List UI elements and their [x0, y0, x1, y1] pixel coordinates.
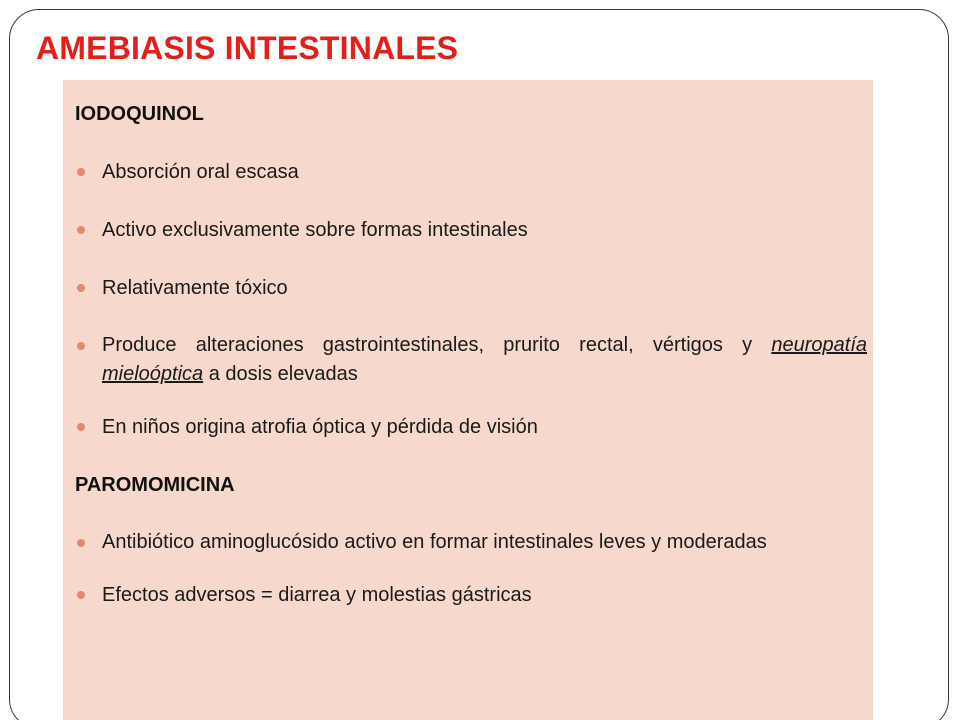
bullet-text: En niños origina atrofia óptica y pérdida de visión — [102, 416, 538, 438]
bullet-text: Relativamente tóxico — [102, 277, 288, 299]
bullet-icon — [77, 591, 85, 599]
bullet-text: Antibiótico aminoglucósido activo en formar intestinales leves y moderadas — [102, 531, 767, 553]
bullet-icon — [77, 168, 85, 176]
bullet-icon — [77, 226, 85, 234]
bullet-item — [75, 215, 867, 245]
bullet-item — [75, 580, 867, 610]
section-heading-iodoquinol: IODOQUINOL — [75, 103, 204, 125]
bullet-icon — [77, 423, 85, 431]
bullet-list-paromomicina — [75, 528, 867, 610]
content-box — [63, 80, 873, 720]
bullet-list-iodoquinol — [75, 157, 867, 442]
bullet-emphasis: neuropatía mieloóptica — [102, 334, 867, 385]
bullet-icon — [77, 284, 85, 292]
section-heading-paromomicina: PAROMOMICINA — [75, 474, 235, 496]
bullet-item — [75, 528, 867, 557]
bullet-text: Efectos adversos = diarrea y molestias gástricas — [102, 584, 532, 606]
bullet-icon — [77, 342, 85, 350]
bullet-text: Produce alteraciones gastrointestinales, prurito rectal, vértigos y — [102, 334, 772, 356]
bullet-item — [75, 273, 867, 303]
bullet-item — [75, 331, 867, 389]
bullet-text: Activo exclusivamente sobre formas intestinales — [102, 219, 528, 241]
slide-title: AMEBIASIS INTESTINALES — [36, 30, 459, 66]
bullet-item — [75, 412, 867, 442]
bullet-text: a dosis elevadas — [203, 363, 358, 385]
bullet-icon — [77, 539, 85, 547]
bullet-text: Absorción oral escasa — [102, 161, 299, 183]
bullet-item — [75, 157, 867, 187]
